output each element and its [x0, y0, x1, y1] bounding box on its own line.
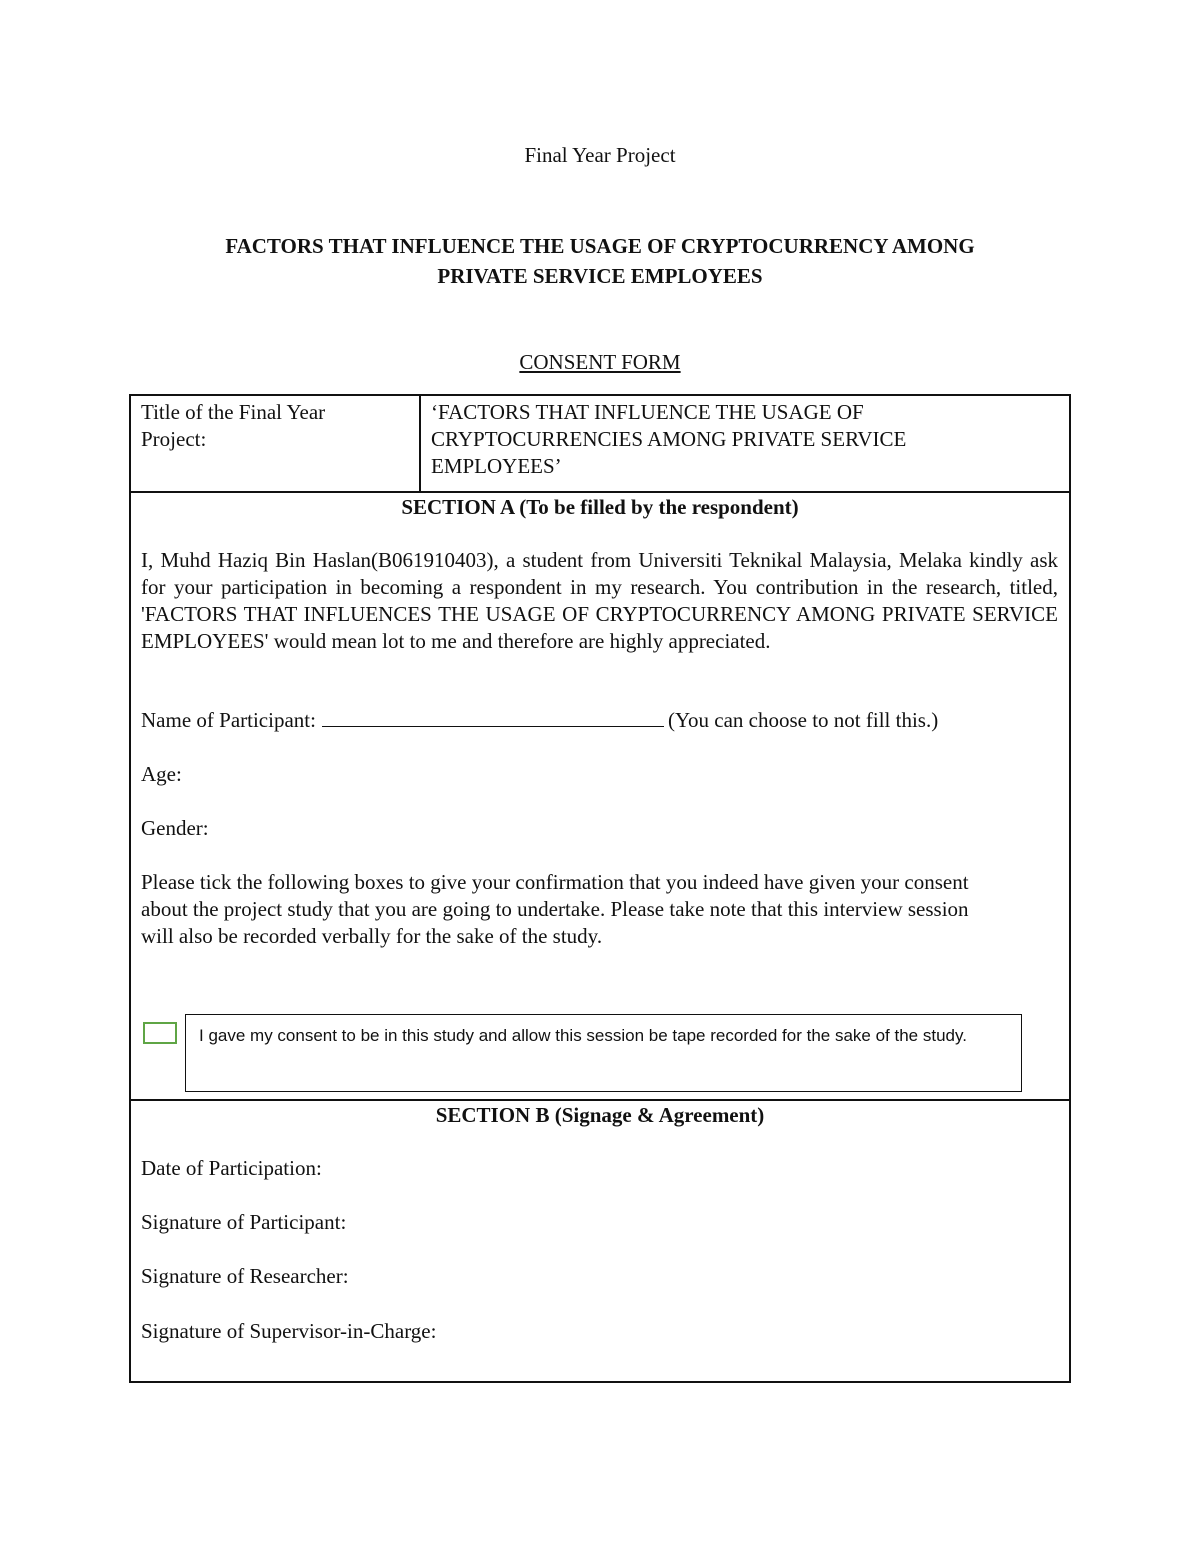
age-field[interactable] [141, 762, 182, 787]
title-line-1: FACTORS THAT INFLUENCE THE USAGE OF CRYPTOCURRENCY AMONG [225, 234, 975, 258]
participant-name-field[interactable] [141, 708, 938, 733]
supervisor-signature-label: Signature of Supervisor-in-Charge: [141, 1319, 437, 1343]
gender-label: Gender: [141, 816, 209, 840]
researcher-signature-field[interactable] [141, 1264, 349, 1289]
project-title-row [131, 396, 1069, 493]
date-of-participation-field[interactable] [141, 1156, 322, 1181]
tick-instructions [141, 869, 1058, 950]
consent-statement-box [185, 1014, 1022, 1092]
tick-instruction-line: will also be recorded verbally for the sake of the study. [141, 924, 603, 948]
participant-name-note: (You can choose to not fill this.) [667, 708, 939, 732]
consent-statement: I gave my consent to be in this study and allow this session be tape recorded for the sake of the study. [199, 1026, 967, 1045]
tick-instruction-line: about the project study that you are going to undertake. Please take note that this interview session [141, 897, 969, 921]
title-line-2: PRIVATE SERVICE EMPLOYEES [437, 264, 763, 288]
project-title-label [141, 399, 401, 453]
consent-form-table [129, 394, 1071, 1383]
project-title-value [431, 399, 1051, 480]
participant-signature-field[interactable] [141, 1210, 346, 1235]
project-label: Final Year Project [524, 143, 676, 167]
supervisor-signature-field[interactable] [141, 1319, 436, 1344]
tick-instruction-line: Please tick the following boxes to give your confirmation that you indeed have given your consent [141, 870, 969, 894]
section-b-heading: SECTION B (Signage & Agreement) [435, 1103, 765, 1127]
section-b [131, 1101, 1069, 1381]
date-of-participation-label: Date of Participation: [141, 1156, 322, 1180]
project-title-label-line: Project: [141, 427, 207, 451]
project-title-label-cell [131, 396, 421, 491]
age-label: Age: [141, 762, 182, 786]
participant-name-label: Name of Participant: [141, 708, 316, 732]
researcher-signature-label: Signature of Researcher: [141, 1264, 349, 1288]
intro-paragraph: I, Muhd Haziq Bin Haslan(B061910403), a student from Universiti Teknikal Malaysia, Melaka kindly ask for your participation in becoming a respondent in my research. You contribution in the research, titled, 'FACTORS THAT INFLUENCES THE USAGE OF CRYPTOCURRENCY AMONG PRIVATE SERVICE EMPLOYEES' would mean lot to me and therefore are highly appreciated. [141, 548, 1058, 653]
project-title-value-line: ‘FACTORS THAT INFLUENCE THE USAGE OF [431, 400, 864, 424]
consent-checkbox[interactable] [143, 1022, 177, 1044]
project-title-value-line: EMPLOYEES’ [431, 454, 562, 478]
gender-field[interactable] [141, 816, 209, 841]
participant-name-blank[interactable] [322, 708, 664, 727]
project-title-label-line: Title of the Final Year [141, 400, 326, 424]
consent-form-heading: CONSENT FORM [519, 350, 681, 374]
document-title [150, 231, 1050, 291]
project-title-value-line: CRYPTOCURRENCIES AMONG PRIVATE SERVICE [431, 427, 907, 451]
section-a [131, 493, 1069, 1101]
section-a-heading: SECTION A (To be filled by the respondent) [401, 495, 799, 519]
participant-signature-label: Signature of Participant: [141, 1210, 347, 1234]
